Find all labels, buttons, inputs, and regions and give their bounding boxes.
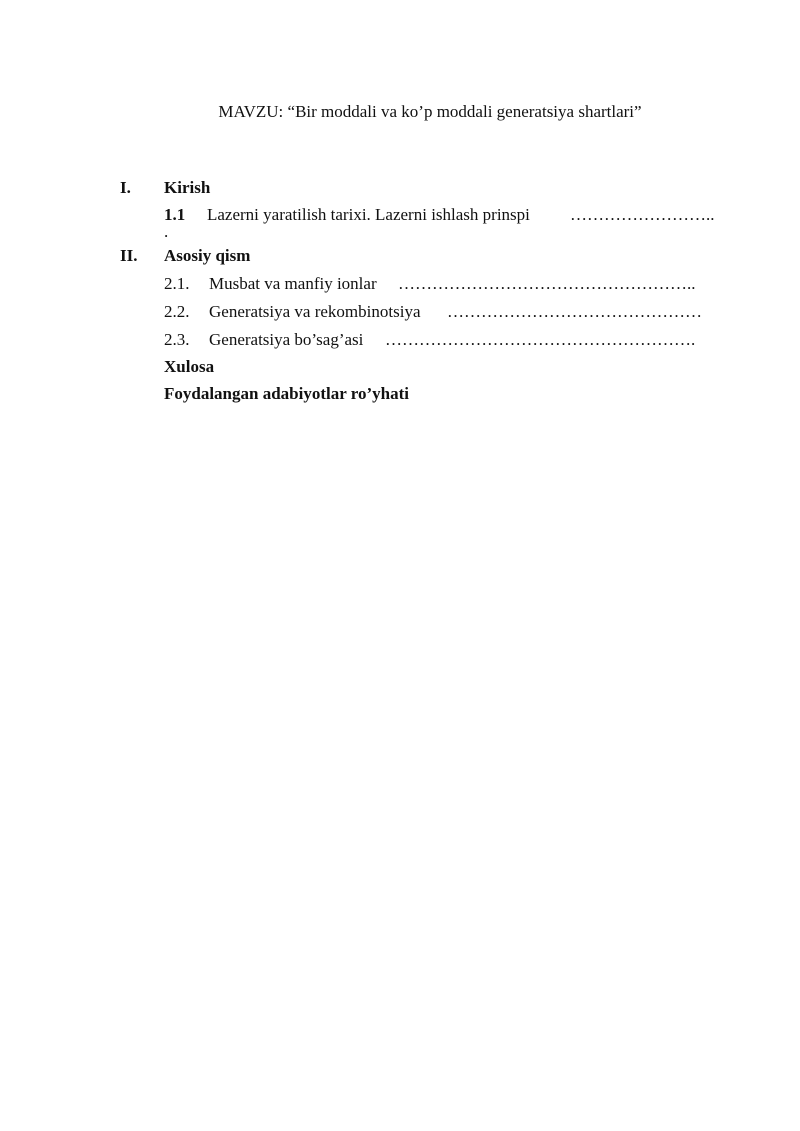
toc-item-2-2-leader: ……………………………………… <box>447 302 702 321</box>
toc-item-1-1-number: 1.1 <box>164 205 186 224</box>
toc-item-2-1-leader: …………………………………………….. <box>398 274 696 293</box>
toc-item-2-3-number: 2.3. <box>164 330 190 349</box>
toc-item-2-1-text: Musbat va manfiy ionlar <box>209 274 377 293</box>
toc-item-2-2-text: Generatsiya va rekombinotsiya <box>209 302 421 321</box>
section-1-roman: I. <box>120 178 131 197</box>
conclusion-heading: Xulosa <box>164 357 215 376</box>
section-1-heading: Kirish <box>164 178 211 197</box>
toc-item-1-1-text: Lazerni yaratilish tarixi. Lazerni ishlash prinspi <box>207 205 530 224</box>
section-2-roman: II. <box>120 246 138 265</box>
toc-item-2-1-number: 2.1. <box>164 274 190 293</box>
toc-item-1-1-leader-tail: . <box>164 222 169 241</box>
toc-item-1-1-leader: …………………….. <box>570 205 715 224</box>
page-title: MAVZU: “Bir moddali va ko’p moddali generatsiya shartlari” <box>218 102 642 121</box>
toc-item-2-3-text: Generatsiya bo’sag’asi <box>209 330 364 349</box>
toc-item-2-3-leader: ………………………………………………. <box>385 330 696 349</box>
toc-item-2-2-number: 2.2. <box>164 302 190 321</box>
section-2-heading: Asosiy qism <box>164 246 251 265</box>
references-heading: Foydalangan adabiyotlar ro’yhati <box>164 384 409 403</box>
